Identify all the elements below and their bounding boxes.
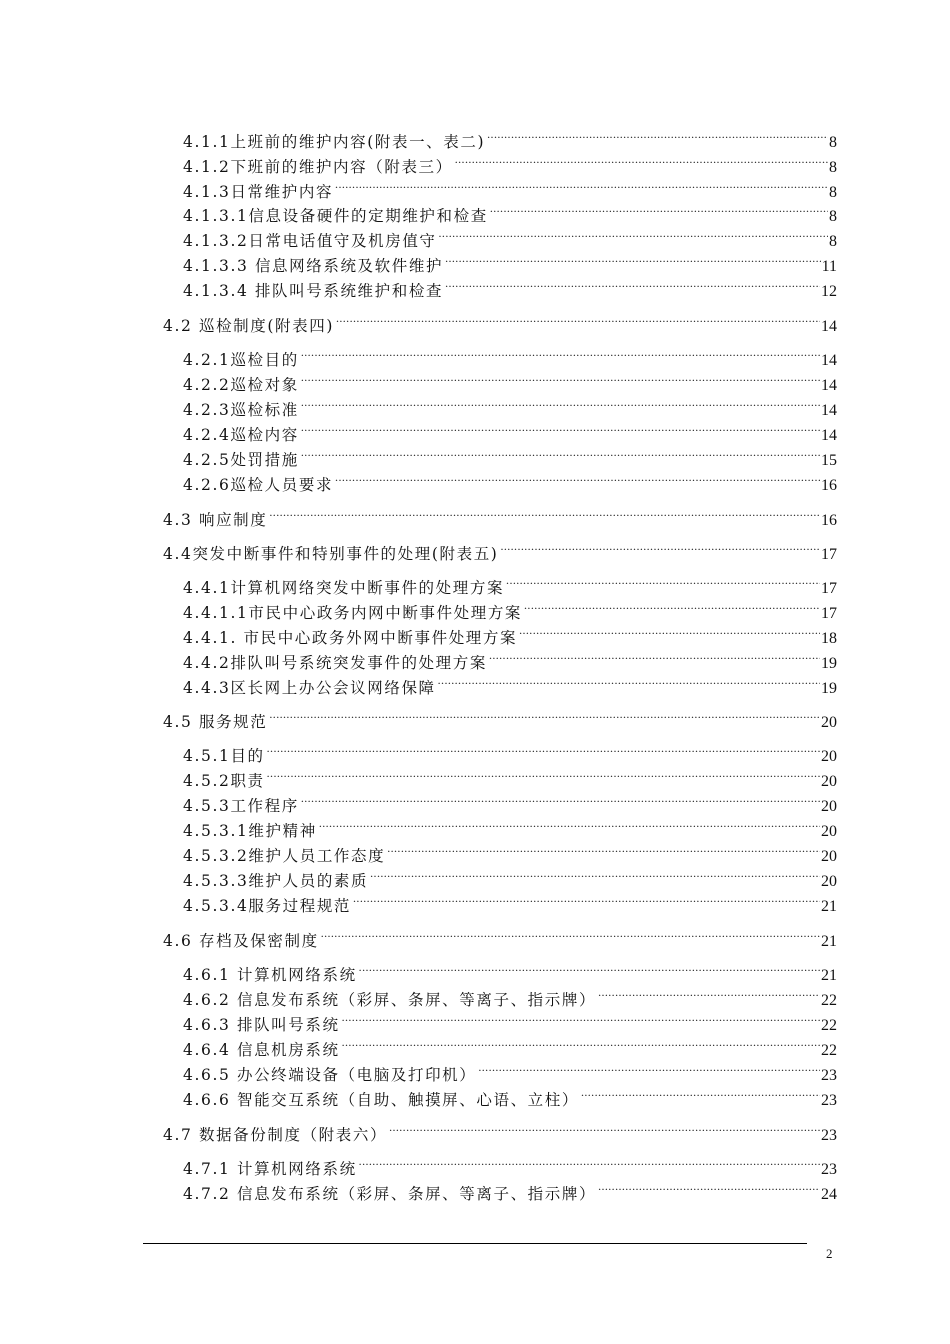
toc-entry-page: 21	[821, 898, 837, 915]
toc-entry-page: 18	[821, 630, 837, 647]
toc-entry[interactable]	[183, 985, 837, 1011]
toc-entry[interactable]	[183, 1154, 837, 1180]
toc-entry-page: 8	[829, 208, 837, 225]
toc-leader-dots	[321, 926, 820, 946]
footer-rule	[143, 1243, 807, 1244]
toc-entry-page: 11	[821, 258, 837, 275]
toc-leader-dots	[267, 741, 820, 761]
toc-entry-title: 4.5.3.2维护人员工作态度	[183, 847, 386, 865]
toc-entry[interactable]	[183, 201, 837, 227]
toc-entry[interactable]	[163, 926, 837, 952]
toc-leader-dots	[490, 201, 828, 221]
toc-leader-dots	[478, 1060, 820, 1080]
toc-entry[interactable]	[183, 1085, 837, 1111]
toc-entry-title: 4.3 响应制度	[163, 511, 268, 529]
toc-entry-title: 4.1.2下班前的维护内容（附表三）	[183, 158, 453, 176]
toc-entry-title: 4.6.3 排队叫号系统	[183, 1016, 340, 1034]
toc-entry-page: 14	[821, 318, 837, 335]
toc-leader-dots	[269, 505, 820, 525]
toc-entry-title: 4.5.2职责	[183, 772, 265, 790]
toc-entry-title: 4.6.4 信息机房系统	[183, 1041, 340, 1059]
toc-entry-page: 20	[821, 714, 837, 731]
toc-entry-title: 4.5.1目的	[183, 747, 265, 765]
toc-entry[interactable]	[183, 152, 837, 178]
toc-entry-page: 22	[821, 1017, 837, 1034]
toc-leader-dots	[269, 707, 820, 727]
toc-leader-dots	[489, 648, 820, 668]
toc-entry-page: 20	[821, 848, 837, 865]
toc-leader-dots	[319, 816, 820, 836]
toc-leader-dots	[342, 1010, 820, 1030]
toc-entry-title: 4.1.3.1信息设备硬件的定期维护和检查	[183, 207, 488, 225]
toc-entry-title: 4.7.2 信息发布系统（彩屏、条屏、等离子、指示牌）	[183, 1185, 597, 1203]
toc-entry-title: 4.6.5 办公终端设备（电脑及打印机）	[183, 1066, 477, 1084]
toc-entry-page: 20	[821, 773, 837, 790]
toc-entry[interactable]	[183, 1179, 837, 1205]
toc-entry-title: 4.2.2巡检对象	[183, 376, 299, 394]
toc-entry[interactable]	[183, 623, 837, 649]
toc-leader-dots	[301, 370, 820, 390]
toc-entry-page: 20	[821, 873, 837, 890]
toc-entry[interactable]	[183, 791, 837, 817]
toc-entry[interactable]	[183, 395, 837, 421]
toc-entry-title: 4.6.2 信息发布系统（彩屏、条屏、等离子、指示牌）	[183, 991, 597, 1009]
toc-leader-dots	[487, 127, 828, 147]
toc-entry-title: 4.4.1计算机网络突发中断事件的处理方案	[183, 579, 505, 597]
toc-leader-dots	[445, 276, 820, 296]
toc-entry[interactable]	[183, 445, 837, 471]
toc-leader-dots	[387, 841, 820, 861]
toc-entry-page: 14	[821, 377, 837, 394]
toc-entry[interactable]	[163, 539, 837, 565]
toc-entry-page: 23	[821, 1067, 837, 1084]
toc-entry-title: 4.2.1巡检目的	[183, 351, 299, 369]
toc-leader-dots	[301, 395, 820, 415]
toc-entry-page: 21	[821, 933, 837, 950]
toc-entry[interactable]	[183, 345, 837, 371]
toc-leader-dots	[506, 573, 820, 593]
toc-leader-dots	[389, 1120, 820, 1140]
toc-leader-dots	[335, 470, 820, 490]
toc-entry-page: 19	[821, 680, 837, 697]
toc-entry-title: 4.5.3.4服务过程规范	[183, 897, 352, 915]
toc-entry-page: 24	[821, 1186, 837, 1203]
toc-entry-page: 23	[821, 1127, 837, 1144]
toc-entry[interactable]	[163, 311, 837, 337]
toc-entry-title: 4.1.3.4 排队叫号系统维护和检查	[183, 282, 444, 300]
toc-leader-dots	[336, 311, 820, 331]
page-number: 2	[826, 1246, 833, 1261]
toc-leader-dots	[524, 598, 820, 618]
toc-leader-dots	[455, 152, 828, 172]
toc-leader-dots	[370, 866, 820, 886]
toc-entry-title: 4.4.1.1市民中心政务内网中断事件处理方案	[183, 604, 523, 622]
toc-leader-dots	[519, 623, 820, 643]
toc-entry-page: 8	[829, 134, 837, 151]
toc-entry[interactable]	[183, 598, 837, 624]
toc-entry[interactable]	[183, 420, 837, 446]
toc-entry-title: 4.5.3.3维护人员的素质	[183, 872, 369, 890]
toc-entry[interactable]	[183, 370, 837, 396]
toc-entry[interactable]	[183, 741, 837, 767]
toc-entry-page: 14	[821, 402, 837, 419]
toc-leader-dots	[445, 251, 821, 271]
toc-entry[interactable]	[183, 816, 837, 842]
toc-entry-title: 4.4突发中断事件和特别事件的处理(附表五)	[163, 545, 499, 563]
toc-entry-title: 4.1.3.3 信息网络系统及软件维护	[183, 257, 444, 275]
toc-entry-title: 4.4.2排队叫号系统突发事件的处理方案	[183, 654, 487, 672]
toc-entry-title: 4.1.1上班前的维护内容(附表一、表二)	[183, 133, 486, 151]
toc-entry-page: 20	[821, 798, 837, 815]
toc-entry-page: 8	[829, 159, 837, 176]
toc-entry-title: 4.6.1 计算机网络系统	[183, 966, 357, 984]
toc-entry[interactable]	[163, 707, 837, 733]
toc-entry[interactable]	[183, 1060, 837, 1086]
toc-entry[interactable]	[183, 251, 837, 277]
toc-entry[interactable]	[183, 866, 837, 892]
toc-entry[interactable]	[163, 1120, 837, 1146]
toc-entry-page: 23	[821, 1092, 837, 1109]
toc-entry[interactable]	[183, 1010, 837, 1036]
toc-entry-title: 4.6 存档及保密制度	[163, 932, 319, 950]
toc-entry-page: 14	[821, 427, 837, 444]
toc-entry-page: 15	[821, 452, 837, 469]
toc-leader-dots	[301, 420, 820, 440]
toc-leader-dots	[439, 226, 828, 246]
toc-entry[interactable]	[183, 960, 837, 986]
toc-entry-title: 4.4.1. 市民中心政务外网中断事件处理方案	[183, 629, 518, 647]
toc-entry-page: 23	[821, 1161, 837, 1178]
toc-entry-title: 4.6.6 智能交互系统（自助、触摸屏、心语、立柱）	[183, 1091, 579, 1109]
toc-entry-title: 4.2.3巡检标准	[183, 401, 299, 419]
toc-entry[interactable]	[183, 276, 837, 302]
toc-leader-dots	[581, 1085, 820, 1105]
toc-entry-page: 22	[821, 992, 837, 1009]
toc-entry[interactable]	[183, 673, 837, 699]
toc-entry-title: 4.5.3工作程序	[183, 797, 299, 815]
toc-entry-page: 22	[821, 1042, 837, 1059]
toc-leader-dots	[359, 960, 820, 980]
toc-entry-page: 8	[829, 233, 837, 250]
toc-leader-dots	[335, 177, 828, 197]
toc-entry-title: 4.4.3区长网上办公会议网络保障	[183, 679, 436, 697]
toc-entry-page: 8	[829, 184, 837, 201]
toc-entry[interactable]	[183, 470, 837, 496]
toc-leader-dots	[500, 539, 820, 559]
toc-entry-page: 20	[821, 823, 837, 840]
toc-leader-dots	[359, 1154, 820, 1174]
toc-entry-page: 16	[821, 512, 837, 529]
toc-entry-page: 14	[821, 352, 837, 369]
toc-entry-title: 4.1.3.2日常电话值守及机房值守	[183, 232, 437, 250]
toc-leader-dots	[342, 1035, 820, 1055]
toc-entry[interactable]	[183, 891, 837, 917]
toc-leader-dots	[301, 445, 820, 465]
toc-leader-dots	[598, 985, 820, 1005]
toc-entry-page: 19	[821, 655, 837, 672]
toc-entry-title: 4.7.1 计算机网络系统	[183, 1160, 357, 1178]
toc-entry-title: 4.5.3.1维护精神	[183, 822, 317, 840]
toc-entry-title: 4.5 服务规范	[163, 713, 268, 731]
toc-leader-dots	[301, 345, 820, 365]
toc-entry-page: 16	[821, 477, 837, 494]
toc-leader-dots	[438, 673, 820, 693]
toc-entry[interactable]	[183, 1035, 837, 1061]
toc-leader-dots	[267, 766, 820, 786]
toc-leader-dots	[301, 791, 820, 811]
toc-entry[interactable]	[183, 648, 837, 674]
toc-entry-title: 4.1.3日常维护内容	[183, 183, 334, 201]
toc-entry-title: 4.2.6巡检人员要求	[183, 476, 334, 494]
toc-entry-title: 4.7 数据备份制度（附表六）	[163, 1126, 388, 1144]
toc-entry[interactable]	[163, 505, 837, 531]
toc-entry-title: 4.2.4巡检内容	[183, 426, 299, 444]
toc-entry-page: 20	[821, 748, 837, 765]
toc-entry[interactable]	[183, 127, 837, 153]
toc-entry-page: 12	[821, 283, 837, 300]
toc-entry[interactable]	[183, 177, 837, 203]
toc-entry-page: 17	[821, 580, 837, 597]
toc-leader-dots	[598, 1179, 820, 1199]
toc-entry-title: 4.2 巡检制度(附表四)	[163, 317, 334, 335]
toc-entry-page: 17	[821, 605, 837, 622]
toc-entry-title: 4.2.5处罚措施	[183, 451, 299, 469]
toc-entry[interactable]	[183, 766, 837, 792]
toc-entry-page: 21	[821, 967, 837, 984]
toc-entry[interactable]	[183, 226, 837, 252]
toc-entry-page: 17	[821, 546, 837, 563]
toc-entry[interactable]	[183, 841, 837, 867]
toc-leader-dots	[353, 891, 820, 911]
toc-entry[interactable]	[183, 573, 837, 599]
